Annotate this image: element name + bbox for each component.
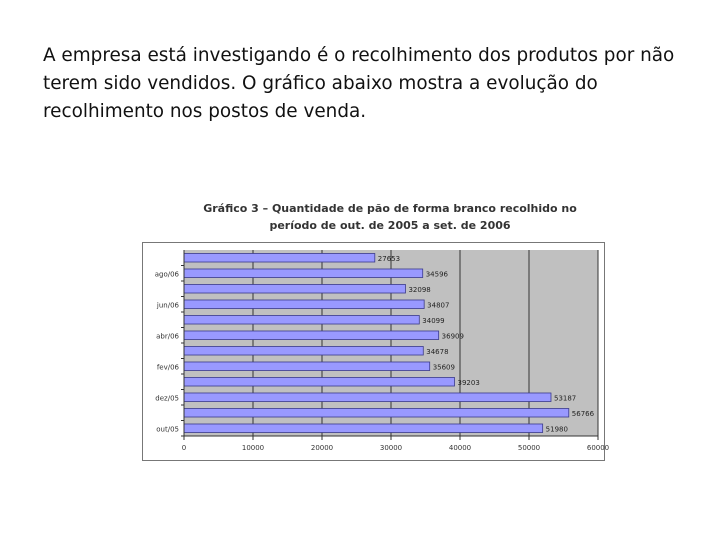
bar	[184, 269, 423, 278]
bar	[184, 284, 405, 293]
bar-value-label: 32098	[408, 285, 431, 294]
category-label: dez/05	[155, 394, 179, 403]
bar	[184, 315, 419, 324]
x-tick-label: 40000	[448, 444, 472, 452]
bar-value-label: 36909	[441, 332, 464, 341]
category-label: out/05	[156, 425, 179, 434]
bar	[184, 393, 551, 402]
x-tick-label: 20000	[310, 444, 334, 452]
slide-text: A empresa está investigando é o recolhimento dos produtos por não terem sido vendidos. O gráfico abaixo mostra a evolução do recolhimento nos postos de venda.	[43, 45, 675, 122]
category-label: fev/06	[156, 363, 179, 372]
bar-value-label: 51980	[545, 425, 568, 434]
bar-value-label: 34596	[425, 270, 448, 279]
bar-value-label: 34099	[422, 316, 445, 325]
chart-title: Gráfico 3 – Quantidade de pão de forma branco recolhido no	[203, 202, 577, 215]
bar-value-label: 35609	[432, 363, 455, 372]
bar	[184, 408, 569, 417]
bar	[184, 300, 424, 309]
category-label: ago/06	[154, 270, 179, 279]
bar-value-label: 53187	[553, 394, 577, 403]
bar	[184, 331, 439, 340]
x-tick-label: 30000	[379, 444, 403, 452]
bar	[184, 362, 430, 371]
bar	[184, 424, 543, 433]
bar-value-label: 34678	[426, 347, 449, 356]
x-tick-label: 0	[181, 444, 187, 452]
bar-value-label: 34807	[427, 301, 450, 310]
chart-title-block	[160, 200, 620, 234]
category-label: jun/06	[156, 301, 179, 310]
x-tick-label: 50000	[517, 444, 541, 452]
x-tick-label: 10000	[241, 444, 265, 452]
bar-value-label: 56766	[571, 409, 595, 418]
x-tick-label: 60000	[586, 444, 610, 452]
bar	[184, 253, 375, 262]
bar-chart	[142, 242, 610, 462]
chart-subtitle: período de out. de 2005 a set. de 2006	[269, 219, 511, 232]
bar-value-label: 39203	[457, 378, 480, 387]
bar	[184, 377, 455, 386]
category-label: abr/06	[156, 332, 179, 341]
bar	[184, 346, 423, 355]
bar-value-label: 27653	[377, 254, 401, 263]
